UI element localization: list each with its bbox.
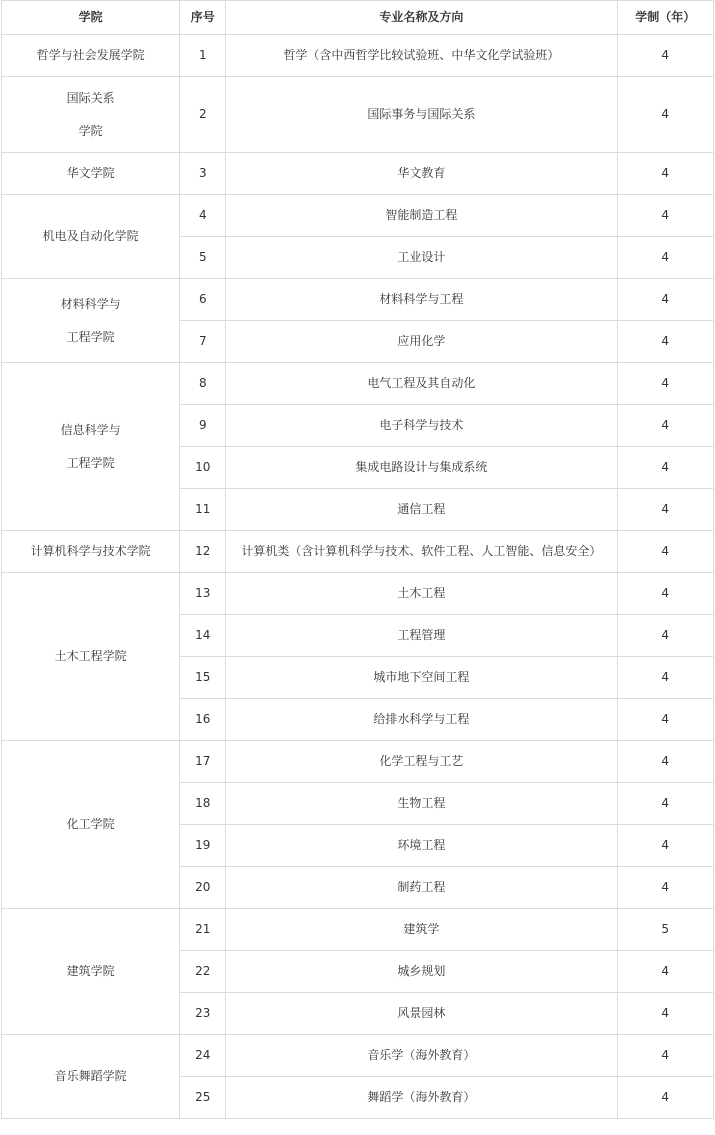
major-name: 给排水科学与工程	[226, 699, 617, 741]
header-row	[2, 1, 714, 35]
major-name: 电子科学与技术	[226, 405, 617, 447]
row-number: 14	[180, 615, 226, 657]
school-name-line: 计算机科学与技术学院	[30, 544, 151, 558]
row-number: 25	[180, 1077, 226, 1119]
row-number: 11	[180, 489, 226, 531]
table-row	[2, 279, 714, 321]
row-number: 7	[180, 321, 226, 363]
row-number: 21	[180, 909, 226, 951]
school-cell	[2, 195, 180, 279]
study-years: 4	[617, 447, 714, 489]
table-row	[2, 363, 714, 405]
study-years: 4	[617, 657, 714, 699]
table-row	[2, 531, 714, 573]
study-years: 4	[617, 321, 714, 363]
major-name: 国际事务与国际关系	[226, 77, 617, 153]
school-cell	[2, 279, 180, 363]
school-cell	[2, 573, 180, 741]
table-row	[2, 195, 714, 237]
header-years: 学制（年）	[617, 1, 714, 35]
major-name: 材料科学与工程	[226, 279, 617, 321]
study-years: 4	[617, 993, 714, 1035]
school-cell	[2, 741, 180, 909]
row-number: 20	[180, 867, 226, 909]
row-number: 3	[180, 153, 226, 195]
major-name: 生物工程	[226, 783, 617, 825]
major-name: 集成电路设计与集成系统	[226, 447, 617, 489]
row-number: 2	[180, 77, 226, 153]
header-major: 专业名称及方向	[226, 1, 617, 35]
row-number: 24	[180, 1035, 226, 1077]
table-row	[2, 741, 714, 783]
row-number: 4	[180, 195, 226, 237]
major-name: 舞蹈学（海外教育）	[226, 1077, 617, 1119]
study-years: 4	[617, 951, 714, 993]
school-name-line: 建筑学院	[66, 964, 115, 978]
school-name-line: 材料科学与	[60, 296, 121, 311]
table-row	[2, 77, 714, 153]
row-number: 9	[180, 405, 226, 447]
study-years: 4	[617, 573, 714, 615]
header-school: 学院	[2, 1, 180, 35]
table-row	[2, 909, 714, 951]
study-years: 4	[617, 531, 714, 573]
school-cell	[2, 363, 180, 531]
study-years: 4	[617, 405, 714, 447]
major-name: 化学工程与工艺	[226, 741, 617, 783]
row-number: 16	[180, 699, 226, 741]
row-number: 23	[180, 993, 226, 1035]
row-number: 18	[180, 783, 226, 825]
school-name-line: 音乐舞蹈学院	[54, 1069, 127, 1083]
row-number: 12	[180, 531, 226, 573]
school-cell	[2, 153, 180, 195]
study-years: 4	[617, 489, 714, 531]
table-row	[2, 35, 714, 77]
study-years: 4	[617, 783, 714, 825]
study-years: 4	[617, 741, 714, 783]
school-name-line: 信息科学与	[60, 422, 121, 437]
row-number: 15	[180, 657, 226, 699]
major-name: 电气工程及其自动化	[226, 363, 617, 405]
major-name: 哲学（含中西哲学比较试验班、中华文化学试验班）	[226, 35, 617, 77]
study-years: 4	[617, 867, 714, 909]
major-name: 城市地下空间工程	[226, 657, 617, 699]
school-name-line: 机电及自动化学院	[42, 229, 139, 243]
school-name-line: 华文学院	[66, 166, 115, 180]
major-name: 城乡规划	[226, 951, 617, 993]
row-number: 6	[180, 279, 226, 321]
school-cell	[2, 35, 180, 77]
study-years: 4	[617, 615, 714, 657]
study-years: 4	[617, 363, 714, 405]
study-years: 4	[617, 237, 714, 279]
school-cell	[2, 909, 180, 1035]
major-name: 环境工程	[226, 825, 617, 867]
school-name-line: 工程学院	[66, 329, 115, 344]
header-no: 序号	[180, 1, 226, 35]
school-cell	[2, 77, 180, 153]
major-name: 制药工程	[226, 867, 617, 909]
study-years: 4	[617, 1077, 714, 1119]
school-name-line: 学院	[78, 123, 103, 138]
major-name: 华文教育	[226, 153, 617, 195]
study-years: 4	[617, 825, 714, 867]
study-years: 4	[617, 153, 714, 195]
table-row	[2, 1035, 714, 1077]
row-number: 10	[180, 447, 226, 489]
majors-table	[1, 0, 714, 1119]
study-years: 5	[617, 909, 714, 951]
row-number: 5	[180, 237, 226, 279]
major-name: 土木工程	[226, 573, 617, 615]
study-years: 4	[617, 279, 714, 321]
study-years: 4	[617, 195, 714, 237]
major-name: 音乐学（海外教育）	[226, 1035, 617, 1077]
school-cell	[2, 1035, 180, 1119]
school-name-line: 化工学院	[66, 817, 115, 831]
school-name-line: 哲学与社会发展学院	[36, 48, 145, 62]
major-name: 风景园林	[226, 993, 617, 1035]
school-name-line: 工程学院	[66, 455, 115, 470]
study-years: 4	[617, 77, 714, 153]
school-cell	[2, 531, 180, 573]
study-years: 4	[617, 699, 714, 741]
row-number: 13	[180, 573, 226, 615]
school-name-line: 国际关系	[66, 90, 115, 105]
row-number: 22	[180, 951, 226, 993]
table-body	[2, 35, 714, 1119]
major-name: 通信工程	[226, 489, 617, 531]
school-name-line: 土木工程学院	[54, 649, 127, 663]
major-name: 工程管理	[226, 615, 617, 657]
major-name: 智能制造工程	[226, 195, 617, 237]
major-name: 建筑学	[226, 909, 617, 951]
table-row	[2, 573, 714, 615]
row-number: 19	[180, 825, 226, 867]
major-name: 应用化学	[226, 321, 617, 363]
row-number: 8	[180, 363, 226, 405]
table-row	[2, 153, 714, 195]
row-number: 17	[180, 741, 226, 783]
study-years: 4	[617, 35, 714, 77]
major-name: 计算机类（含计算机科学与技术、软件工程、人工智能、信息安全）	[226, 531, 617, 573]
major-name: 工业设计	[226, 237, 617, 279]
study-years: 4	[617, 1035, 714, 1077]
row-number: 1	[180, 35, 226, 77]
